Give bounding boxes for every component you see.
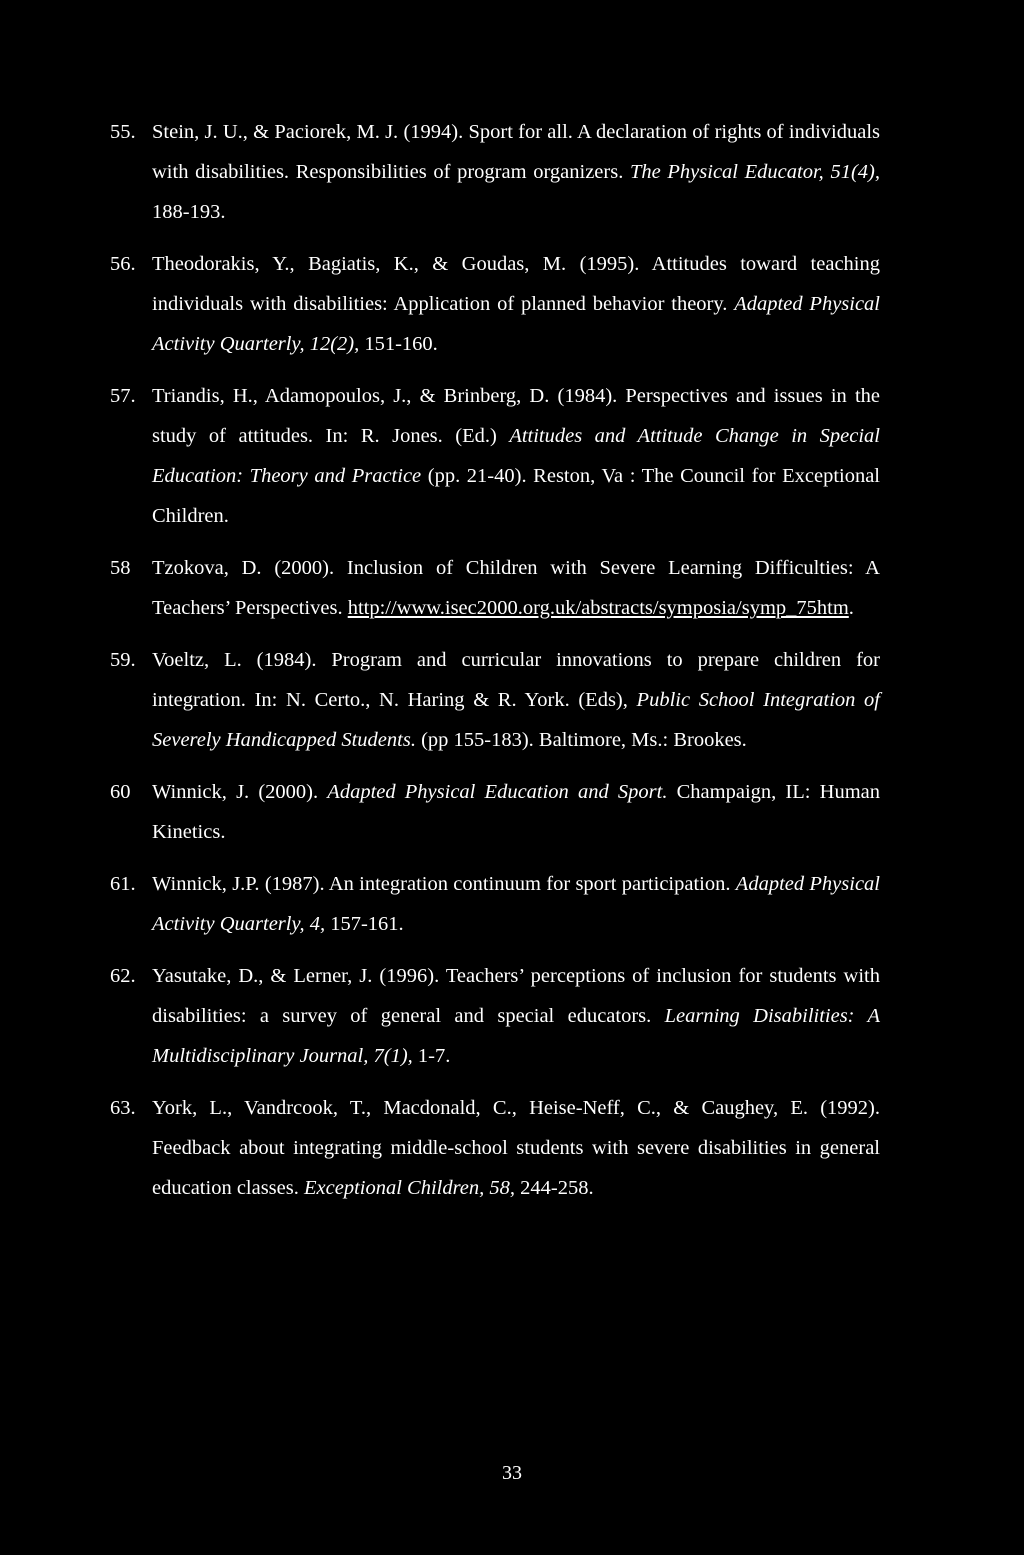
reference-item: [110, 640, 880, 760]
reference-number: 55.: [110, 121, 136, 143]
reference-source-title: Adapted Physical Education and Sport.: [327, 781, 668, 803]
reference-source-title: Adapted Physical Activity Quarterly, 4,: [152, 873, 881, 935]
reference-segment: Stein, J. U., & Paciorek, M. J. (1994). Sport for all. A declaration of rights of individuals with disabilities. Responsibilities of program organizers.: [152, 121, 880, 183]
reference-segment: Triandis, H., Adamopoulos, J., & Brinberg, D. (1984). Perspectives and issues in the study of attitudes. In: R. Jones. (Ed.): [152, 385, 880, 447]
reference-number: 58: [110, 557, 131, 579]
reference-list: [110, 112, 880, 1220]
reference-text: [152, 1088, 880, 1208]
reference-text: [152, 112, 880, 232]
reference-source-title: The Physical Educator, 51(4),: [630, 161, 880, 183]
page-number: 33: [502, 1462, 522, 1484]
reference-link[interactable]: http://www.isec2000.org.uk/abstracts/symposia/symp_75htm: [347, 597, 849, 619]
reference-source-title: Public School Integration of Severely Handicapped Students.: [152, 689, 881, 751]
reference-segment: .: [848, 597, 854, 619]
reference-segment: (pp. 21-40). Reston, Va : The Council for Exceptional Children.: [152, 465, 881, 527]
reference-number: 56.: [110, 253, 136, 275]
reference-number: 59.: [110, 649, 136, 671]
reference-segment: 244-258.: [515, 1177, 594, 1199]
reference-item: [110, 864, 880, 944]
reference-source-title: Learning Disabilities: A Multidisciplinary Journal, 7(1),: [152, 1005, 880, 1067]
reference-text: [152, 864, 880, 944]
reference-segment: 151-160.: [359, 333, 438, 355]
reference-segment: 157-161.: [325, 913, 404, 935]
reference-source-title: Exceptional Children, 58,: [304, 1177, 516, 1199]
reference-text: [152, 548, 880, 628]
reference-item: [110, 548, 880, 628]
reference-segment: 188-193.: [152, 201, 226, 223]
reference-item: [110, 112, 880, 232]
reference-item: [110, 956, 880, 1076]
reference-source-title: Adapted Physical Activity Quarterly, 12(2),: [152, 293, 881, 355]
reference-segment: 1-7.: [412, 1045, 451, 1067]
reference-segment: York, L., Vandrcook, T., Macdonald, C., Heise-Neff, C., & Caughey, E. (1992). Feedback about integrating middle-school students with severe disabilities in general education classes.: [152, 1097, 880, 1199]
reference-segment: Champaign, IL: Human Kinetics.: [152, 781, 880, 843]
reference-source-title: Attitudes and Attitude Change in Special Education: Theory and Practice: [152, 425, 880, 487]
reference-segment: Winnick, J. (2000).: [152, 781, 328, 803]
reference-number: 61.: [110, 873, 136, 895]
reference-text: [152, 244, 880, 364]
reference-segment: Winnick, J.P. (1987). An integration continuum for sport participation.: [152, 873, 736, 895]
reference-item: [110, 376, 880, 536]
reference-item: [110, 772, 880, 852]
reference-segment: (pp 155-183). Baltimore, Ms.: Brookes.: [415, 729, 747, 751]
reference-text: [152, 772, 880, 852]
reference-segment: Voeltz, L. (1984). Program and curricular innovations to prepare children for integration. In: N. Certo., N. Haring & R. York. (Eds),: [152, 649, 880, 711]
reference-segment: Theodorakis, Y., Bagiatis, K., & Goudas, M. (1995). Attitudes toward teaching individuals with disabilities: Application of planned behavior theory.: [152, 253, 880, 315]
reference-number: 62.: [110, 965, 136, 987]
reference-number: 57.: [110, 385, 136, 407]
reference-item: [110, 244, 880, 364]
reference-text: [152, 956, 880, 1076]
reference-item: [110, 1088, 880, 1208]
reference-segment: Tzokova, D. (2000). Inclusion of Children with Severe Learning Difficulties: A Teachers’ Perspectives.: [152, 557, 880, 619]
reference-number: 63.: [110, 1097, 136, 1119]
reference-number: 60: [110, 781, 131, 803]
reference-text: [152, 640, 880, 760]
reference-segment: Yasutake, D., & Lerner, J. (1996). Teachers’ perceptions of inclusion for students with disabilities: a survey of general and special educators.: [152, 965, 880, 1027]
reference-text: [152, 376, 880, 536]
